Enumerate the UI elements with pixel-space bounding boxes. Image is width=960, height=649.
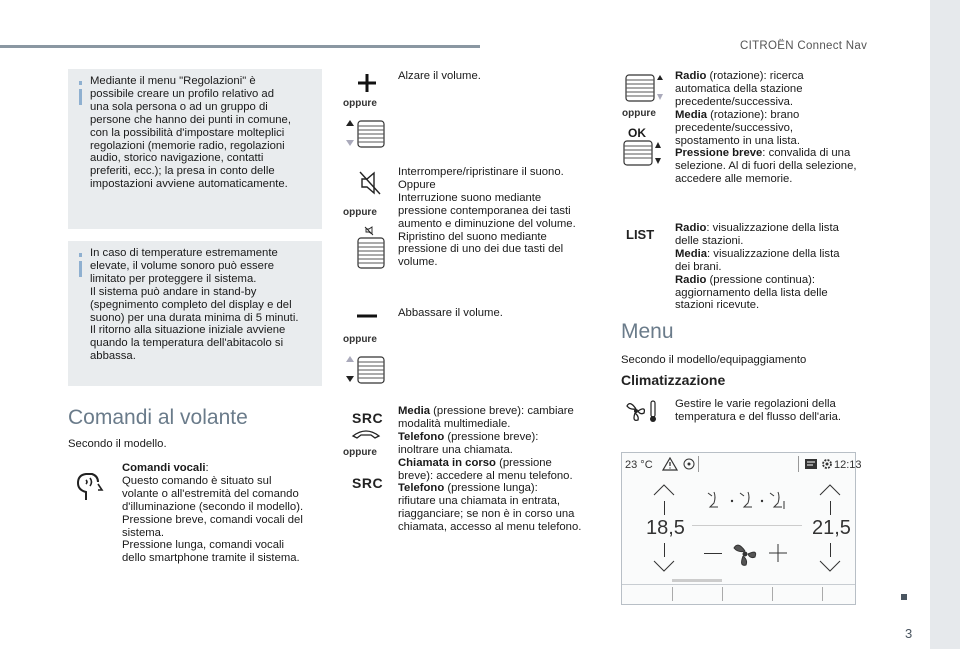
minus-icon [356,312,378,320]
src-button-label: SRC [352,410,384,426]
wheel-scroll-icon [624,72,664,104]
info-icon [79,253,82,257]
volume-down-text: Abbassare il volume. [398,307,503,319]
oppure-label: oppure [343,207,377,218]
section-title-steering: Comandi al volante [68,406,248,429]
info-note-profiles [68,69,322,229]
radio-scroll-text: Radio (rotazione): ricerca automatica della stazione precedente/successiva. Media (rotazione): brano precedente/successivo, spostamento in una lista. Pressione breve: convalida di una selezione. Al di fuori della selezione, accedere alle memorie. [675,70,857,186]
list-button-label: LIST [626,227,655,242]
info-icon [79,81,82,85]
oppure-label: oppure [343,98,377,109]
temp-right-down-icon[interactable] [818,559,842,573]
screen-status-bar [622,453,862,477]
clock: 12:13 [834,459,862,471]
oppure-label: oppure [343,447,377,458]
plus-icon [356,72,378,94]
page-number: 3 [905,626,913,641]
continue-marker [901,594,907,600]
note-text: In caso di temperature estremamente elevate, il volume sonoro può essere limitato per proteggere il sistema. Il sistema può andare in stand-by (spegnimento completo del display e del suono) per una durata minima di 5 minuti. Il ritorno alla situazione iniziale avviene quando la temperatura dell'abitacolo si abbassa. [90,247,299,363]
fan-increase-icon[interactable] [768,543,788,563]
temp-left-down-icon[interactable] [652,559,676,573]
gps-icon [682,457,696,471]
settings-icon [820,457,834,471]
volume-up-text: Alzare il volume. [398,70,481,82]
section-subtitle: Secondo il modello. [68,438,167,450]
src-button-label-alt: SRC [352,475,384,491]
temperature-right: 21,5 [812,517,851,539]
header-rule [0,45,480,48]
list-text: Radio: visualizzazione della lista delle stazioni. Media: visualizzazione della lista dei brani. Radio (pressione continua): aggiornamento della lista delle stazioni ricevute. [675,222,840,312]
fan-decrease-icon[interactable] [704,553,722,554]
wheel-mute-icon [356,226,386,270]
info-note-temperature [68,241,322,386]
voice-command-text: Comandi vocali: Questo comando è situato sul volante o all'estremità del comando d'illuminazione (secondo il modello). Pressione breve, comandi vocali del sistema. Pressione lunga, comandi vocali dello smartphone tramite il sistema. [122,462,304,565]
temperature-left: 18,5 [646,517,685,539]
oppure-label: oppure [343,334,377,345]
airflow-mode-icons[interactable] [704,489,790,513]
temp-right-up-icon[interactable] [818,483,842,497]
wheel-down-icon [344,354,388,386]
wheel-ok-icon [622,138,666,168]
section-title-menu: Menu [621,320,674,343]
outside-temperature: 23 °C [625,459,653,471]
page-edge-bar [930,0,960,649]
brand-label: CITROËN Connect Nav [740,40,868,52]
mute-icon [358,170,382,196]
fan-icon [730,539,760,569]
phone-icon [351,428,381,440]
note-text: Mediante il menu "Regolazioni" è possibile creare un profilo relativo ad una sola persona o ad un gruppo di persone che hanno dei punti in comune, con la possibilità d'impostare molteplici regolazioni (memorie radio, regolazioni audio, storico navigazione, contatti preferiti, ecc.); la presa in conto delle impostazioni avviene automaticamente. [90,75,291,191]
climate-title: Climatizzazione [621,372,726,388]
wheel-up-icon [344,118,388,150]
voice-command-icon [72,470,110,504]
message-icon [804,458,818,470]
src-text: Media (pressione breve): cambiare modalità multimediale. Telefono (pressione breve): inoltrare una chiamata. Chiamata in corso (pressione breve): accedere al menu telefono. Telefono (pressione lunga): rifiutare una chiamata in entrata, riagganciare; se non è in corso una chiamata, accesso al menu telefono. [398,405,582,534]
climate-screen [621,452,862,605]
temp-left-up-icon[interactable] [652,483,676,497]
ok-button-label: OK [628,126,646,140]
climate-text: Gestire le varie regolazioni della temperatura e del flusso dell'aria. [675,398,842,423]
mute-text: Interrompere/ripristinare il suono. Oppure Interruzione suono mediante pressione contemporanea dei tasti aumento e diminuzione del volume. Ripristino del suono mediante pressione di uno dei due tasti del volume. [398,166,576,269]
oppure-label: oppure [622,108,656,119]
menu-subtitle: Secondo il modello/equipaggiamento [621,354,807,366]
warning-icon [662,457,678,471]
climate-fan-thermometer-icon [624,398,660,424]
